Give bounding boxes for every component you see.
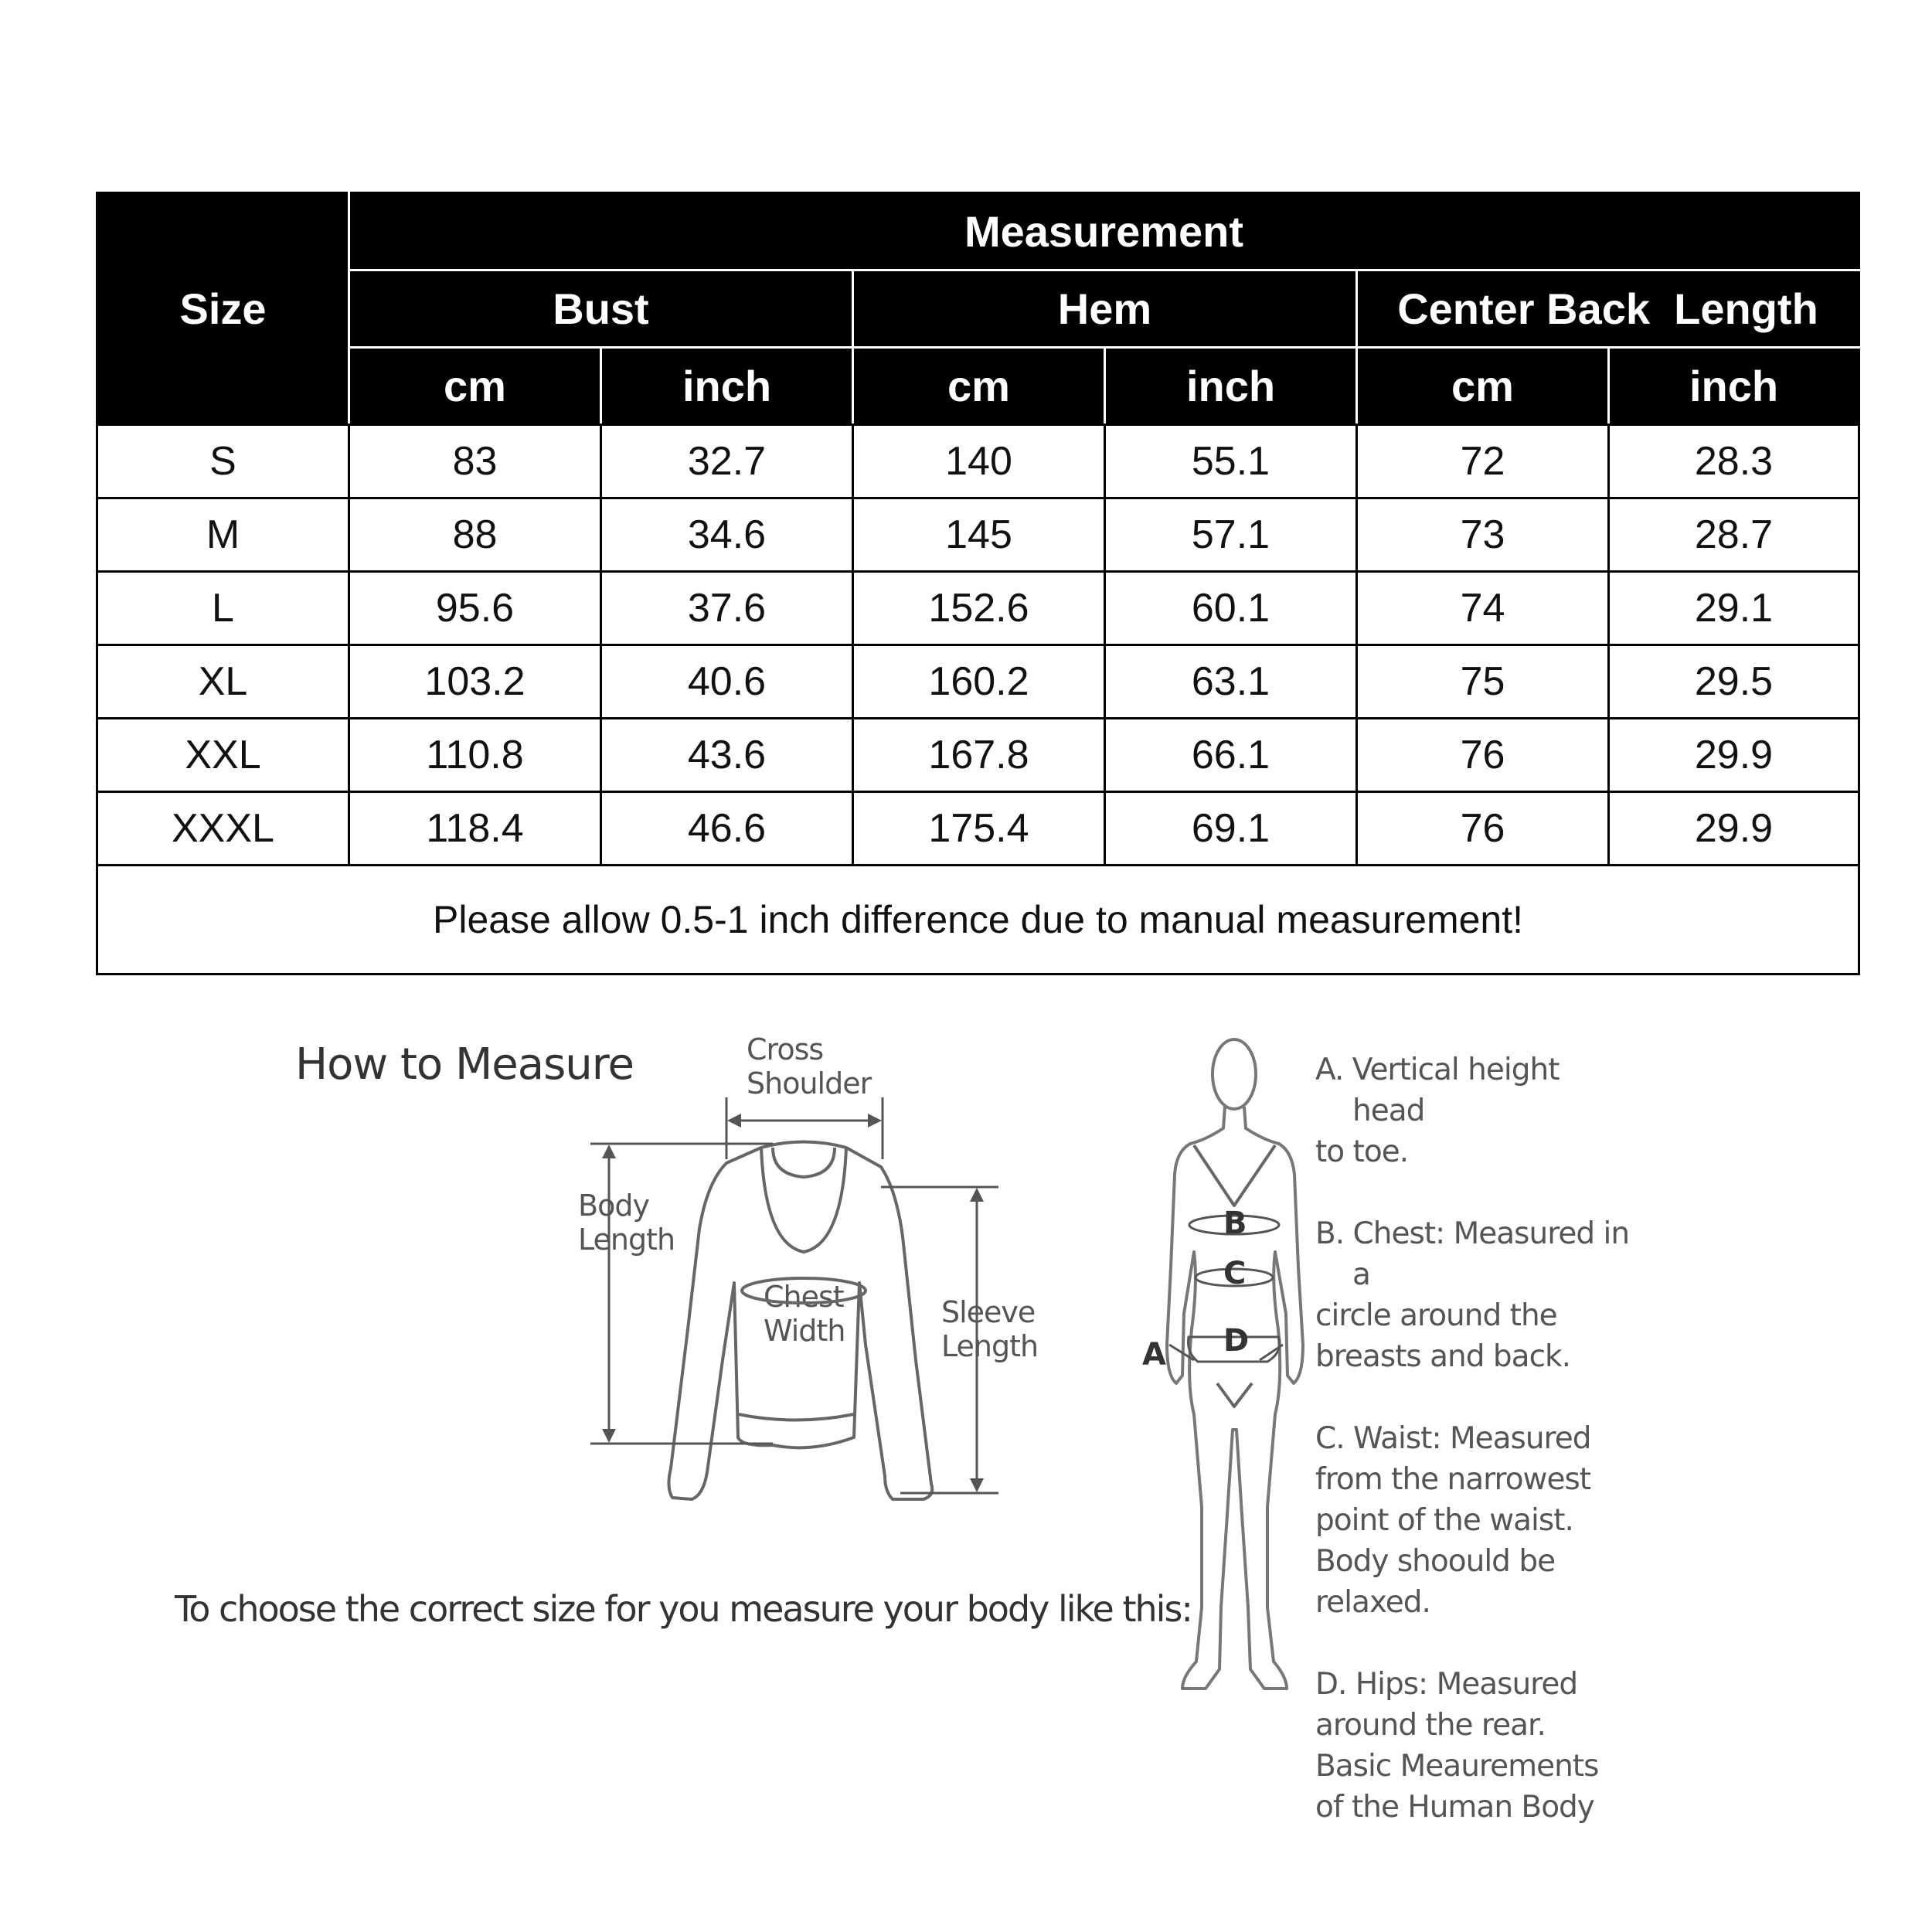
size-cell: XXL [97, 719, 349, 792]
hem-header: Hem [853, 270, 1357, 348]
unit-header: cm [349, 348, 601, 425]
note-chest: B. Chest: Measured in a circle around the breasts and back. [1315, 1216, 1630, 1374]
value-cell: 88 [349, 498, 601, 572]
note-vertical-height: A. Vertical height head to toe. [1315, 1053, 1560, 1169]
size-cell: S [97, 425, 349, 498]
cross-shoulder-arrow-icon [726, 1097, 883, 1159]
size-column-header: Size [97, 193, 349, 425]
value-cell: 43.6 [601, 719, 853, 792]
value-cell: 60.1 [1105, 572, 1357, 645]
value-cell: 95.6 [349, 572, 601, 645]
measurement-header: Measurement [349, 193, 1859, 270]
value-cell: 72 [1357, 425, 1609, 498]
value-cell: 69.1 [1105, 792, 1357, 866]
value-cell: 73 [1357, 498, 1609, 572]
value-cell: 28.3 [1609, 425, 1859, 498]
body-letter-a: A [1142, 1337, 1165, 1372]
value-cell: 40.6 [601, 645, 853, 719]
cross-shoulder-label: Cross Shoulder [747, 1032, 872, 1100]
body-letter-b: B [1223, 1206, 1247, 1241]
value-cell: 32.7 [601, 425, 853, 498]
value-cell: 66.1 [1105, 719, 1357, 792]
bust-header: Bust [349, 270, 853, 348]
size-cell: L [97, 572, 349, 645]
measurement-notes [1315, 1049, 1640, 1869]
value-cell: 167.8 [853, 719, 1105, 792]
body-letter-d: D [1223, 1323, 1249, 1359]
value-cell: 110.8 [349, 719, 601, 792]
choose-size-instruction: To choose the correct size for you measure your body like this: [175, 1588, 1192, 1630]
body-letter-c: C [1223, 1256, 1246, 1291]
value-cell: 76 [1357, 792, 1609, 866]
value-cell: 46.6 [601, 792, 853, 866]
unit-header: cm [1357, 348, 1609, 425]
value-cell: 118.4 [349, 792, 601, 866]
value-cell: 28.7 [1609, 498, 1859, 572]
value-cell: 74 [1357, 572, 1609, 645]
value-cell: 29.9 [1609, 792, 1859, 866]
size-cell: XXXL [97, 792, 349, 866]
value-cell: 29.9 [1609, 719, 1859, 792]
value-cell: 57.1 [1105, 498, 1357, 572]
human-body-figure-icon [1167, 1039, 1303, 1689]
unit-header: inch [1105, 348, 1357, 425]
value-cell: 83 [349, 425, 601, 498]
sleeve-length-arrow-icon [881, 1187, 998, 1493]
unit-header: cm [853, 348, 1105, 425]
value-cell: 34.6 [601, 498, 853, 572]
value-cell: 29.1 [1609, 572, 1859, 645]
value-cell: 145 [853, 498, 1105, 572]
shirt-outline-icon [668, 1142, 932, 1500]
value-cell: 160.2 [853, 645, 1105, 719]
value-cell: 140 [853, 425, 1105, 498]
unit-header: inch [1609, 348, 1859, 425]
body-length-label: Body Length [578, 1189, 675, 1257]
value-cell: 55.1 [1105, 425, 1357, 498]
how-to-measure-title: How to Measure [295, 1039, 634, 1090]
size-cell: M [97, 498, 349, 572]
unit-header: inch [601, 348, 853, 425]
note-waist: C. Waist: Measured from the narrowest point of the waist. Body shoould be relaxed. [1315, 1421, 1591, 1620]
value-cell: 103.2 [349, 645, 601, 719]
value-cell: 175.4 [853, 792, 1105, 866]
value-cell: 152.6 [853, 572, 1105, 645]
value-cell: 37.6 [601, 572, 853, 645]
value-cell: 76 [1357, 719, 1609, 792]
measurement-note: Please allow 0.5-1 inch difference due to manual measurement! [97, 866, 1859, 975]
value-cell: 63.1 [1105, 645, 1357, 719]
size-cell: XL [97, 645, 349, 719]
value-cell: 29.5 [1609, 645, 1859, 719]
chest-width-label: Chest Width [764, 1280, 845, 1348]
value-cell: 75 [1357, 645, 1609, 719]
note-hips: D. Hips: Measured around the rear. Basic Meaurements of the Human Body [1315, 1667, 1599, 1825]
center-back-length-header: Center Back Length [1357, 270, 1859, 348]
sleeve-length-label: Sleeve Length [941, 1295, 1039, 1363]
